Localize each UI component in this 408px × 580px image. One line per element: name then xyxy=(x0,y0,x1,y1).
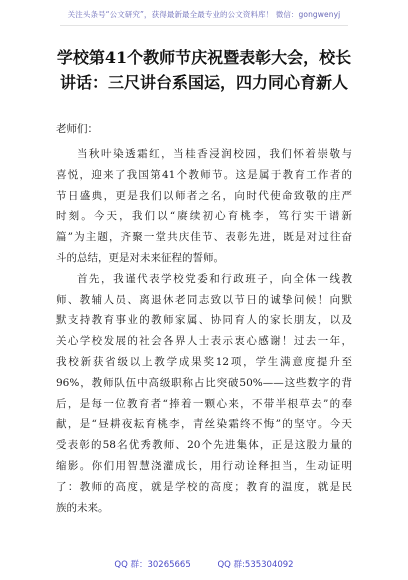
body-line: 节日盛典，更是我们以师者之名，向时代使命致敬的庄严 xyxy=(56,189,352,202)
body-line: 献，是“昼耕夜耘育桃李，青丝染霜终不悔”的坚守。今天 xyxy=(56,418,352,431)
body-line: 斗的总结，更是对未来征程的誓师。 xyxy=(56,251,224,264)
body-line: 了：教师的高度，就是学校的高度；教育的温度，就是民 xyxy=(56,480,352,493)
body-line: 喜悦，迎来了我国第41个教师节。这是属于教育工作者的 xyxy=(56,168,352,181)
salutation: 老师们： xyxy=(56,123,98,135)
body-line: 当秋叶染透霜红，当桂香浸润校园，我们怀着崇敬与 xyxy=(77,148,352,160)
footer-qq-group-1: QQ 群：30265665 xyxy=(114,560,191,570)
header-divider xyxy=(60,25,348,26)
body-line: 首先，我谨代表学校党委和行政班子，向全体一线教 xyxy=(77,272,352,285)
body-line: 关心学校发展的社会各界人士表示衷心感谢！过去一年， xyxy=(56,335,352,348)
body-line: 默支持教育事业的教师家属、协同育人的家长朋友，以及 xyxy=(56,314,352,327)
body-line: 后，是每一位教育者“捧着一颗心来，不带半根草去”的奉 xyxy=(56,397,352,410)
body-line: 缩影。你们用智慧浇灌成长，用行动诠释担当，生动证明 xyxy=(56,459,352,472)
footer-qq-group-2: QQ 群:535304092 xyxy=(217,560,294,570)
body-line: 篇”为主题，齐聚一堂共庆佳节、表彰先进，既是对过往奋 xyxy=(56,231,352,244)
header-note: 关注头条号“公文研究”，获得最新最全最专业的公文资料库！ 微信：gongwenyj xyxy=(67,10,341,19)
body-line: 师、教辅人员、离退休老同志致以节日的诚挚问候！向默 xyxy=(56,293,352,306)
body-line: 时刻。今天，我们以“赓续初心育桃李，笃行实干谱新 xyxy=(56,210,352,223)
title-line: 讲话：三尺讲台系国运，四力同心育新人 xyxy=(59,73,348,92)
body-line: 我校新获省级以上教学成果奖12项，学生满意度提升至 xyxy=(56,355,352,368)
footer xyxy=(0,558,408,570)
body-line: 96%，教师队伍中高级职称占比突破50%——这些数字的背 xyxy=(56,376,352,389)
body-line: 族的未来。 xyxy=(56,501,109,514)
document-title xyxy=(48,45,360,95)
body-text xyxy=(56,144,352,518)
title-line: 学校第41个教师节庆祝暨表彰大会，校长 xyxy=(56,48,352,67)
body-line: 受表彰的58名优秀教师、20个先进集体，正是这股力量的 xyxy=(56,439,352,452)
